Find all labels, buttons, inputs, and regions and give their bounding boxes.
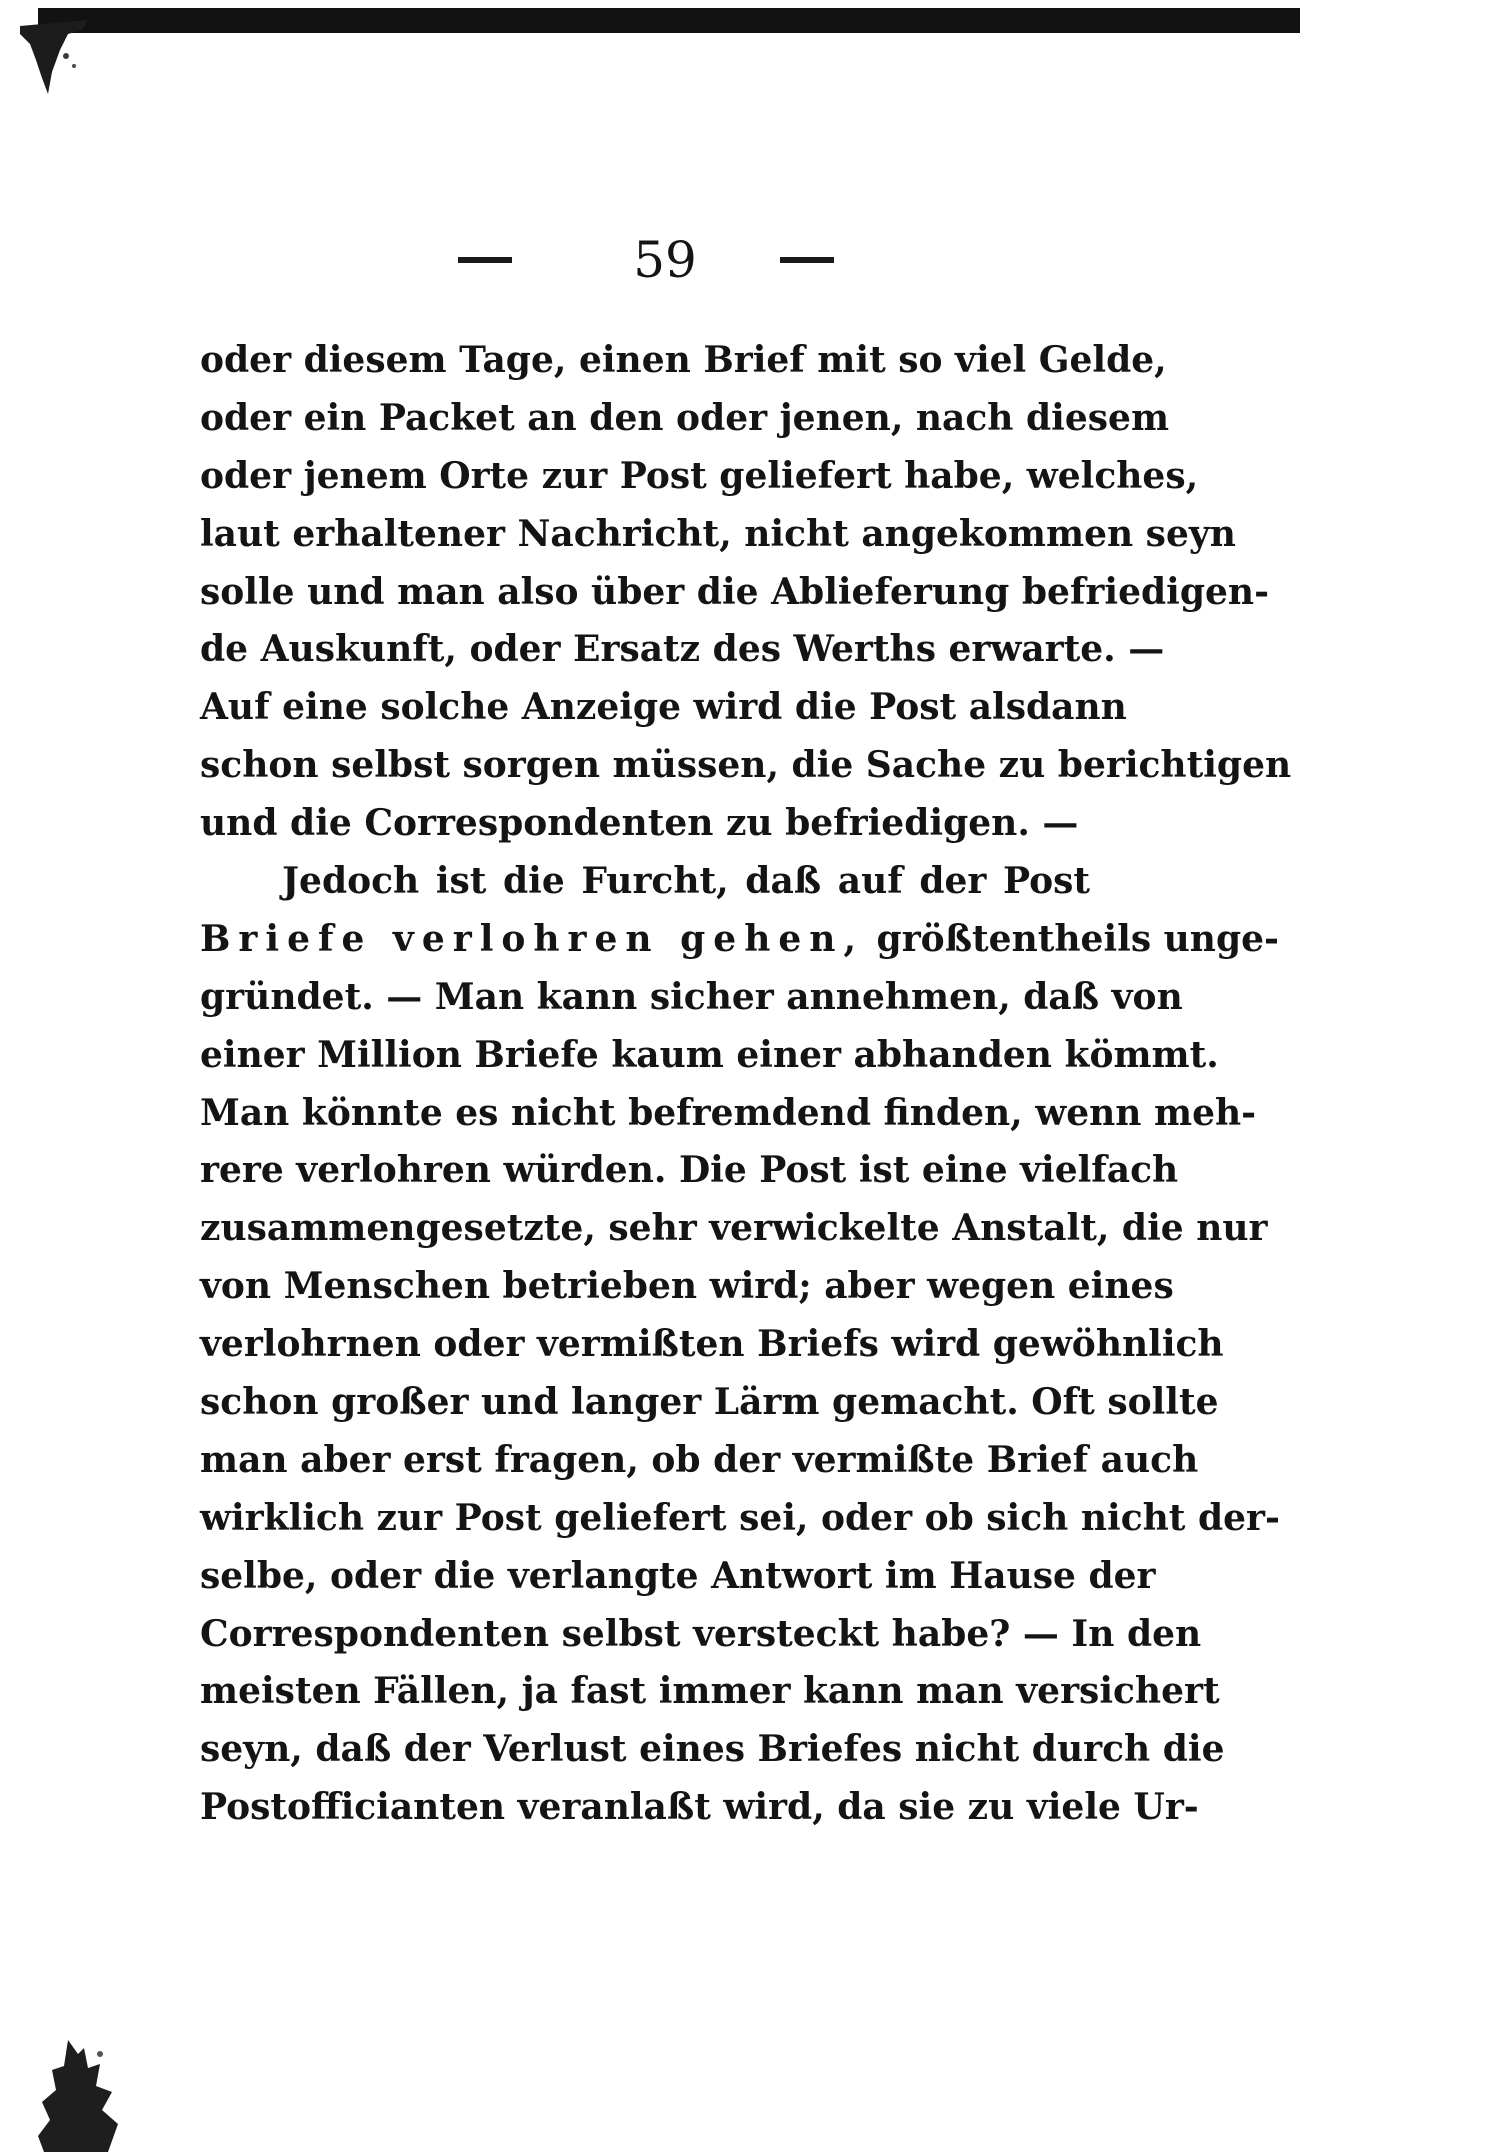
top-border-rule: [38, 8, 1300, 33]
text-line: verlohrnen oder vermißten Briefs wird gewöhnlich: [200, 1323, 1224, 1366]
text-line: solle und man also über die Ablieferung befriedigen-: [200, 570, 1270, 613]
text-line: zusammengesetzte, sehr verwickelte Anstalt, die nur: [200, 1207, 1268, 1250]
text-line-remainder: größtentheils unge-: [876, 917, 1279, 960]
text-line: oder jenem Orte zur Post geliefert habe, welches,: [200, 454, 1199, 497]
running-head: [200, 230, 1120, 300]
text-line: von Menschen betrieben wird; aber wegen eines: [200, 1265, 1174, 1308]
text-line: Auf eine solche Anzeige wird die Post alsdann: [200, 686, 1127, 729]
text-line: man aber erst fragen, ob der vermißte Brief auch: [200, 1438, 1199, 1481]
ink-blot-top-left: [18, 20, 90, 100]
text-line: und die Correspondenten zu befriedigen. —: [200, 802, 1079, 845]
text-line: schon großer und langer Lärm gemacht. Oft sollte: [200, 1381, 1219, 1424]
running-head-dash-left: [458, 257, 512, 263]
paragraph-start-line: Jedoch ist die Furcht, daß auf der Post: [282, 860, 1090, 903]
text-line: einer Million Briefe kaum einer abhanden kömmt.: [200, 1033, 1219, 1076]
ink-blot-bottom-left: [38, 2040, 118, 2152]
text-line: Correspondenten selbst versteckt habe? — In den: [200, 1612, 1202, 1655]
text-line: laut erhaltener Nachricht, nicht angekommen seyn: [200, 512, 1236, 555]
running-head-dash-right: [780, 257, 834, 263]
text-line: oder diesem Tage, einen Brief mit so viel Gelde,: [200, 339, 1167, 381]
text-line: rere verlohren würden. Die Post ist eine vielfach: [200, 1149, 1179, 1192]
text-line: Man könnte es nicht befremdend finden, wenn meh-: [200, 1091, 1257, 1134]
text-line: oder ein Packet an den oder jenen, nach diesem: [200, 396, 1170, 439]
text-line: selbe, oder die verlangte Antwort im Hause der: [200, 1554, 1156, 1597]
text-line: Postofficianten veranlaßt wird, da sie zu viele Ur-: [200, 1786, 1199, 1829]
text-line: meisten Fällen, ja fast immer kann man versichert: [200, 1670, 1220, 1713]
text-line: wirklich zur Post geliefert sei, oder ob sich nicht der-: [200, 1496, 1280, 1539]
body-text: [200, 332, 1292, 1837]
text-line-with-emphasis: [200, 911, 1279, 969]
text-line: seyn, daß der Verlust eines Briefes nicht durch die: [200, 1728, 1225, 1771]
text-line: schon selbst sorgen müssen, die Sache zu berichtigen: [200, 744, 1292, 787]
text-line: de Auskunft, oder Ersatz des Werths erwarte. —: [200, 628, 1165, 671]
page-number: 59: [633, 231, 697, 289]
text-line: gründet. — Man kann sicher annehmen, daß von: [200, 975, 1183, 1018]
emphasized-phrase: Briefe verlohren gehen,: [200, 917, 864, 960]
